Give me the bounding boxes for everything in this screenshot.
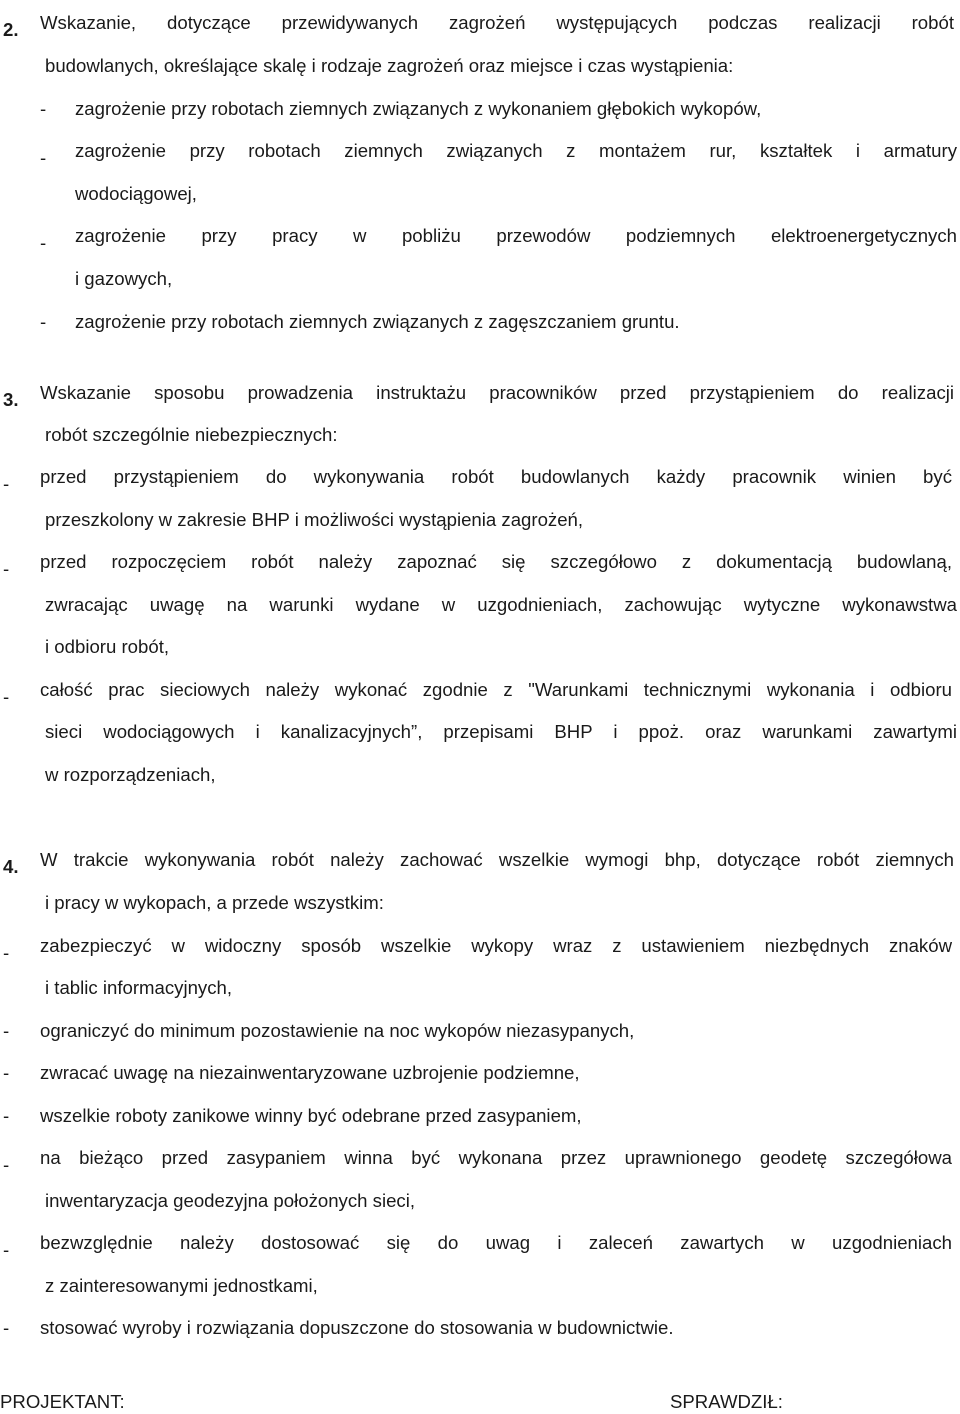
list-item-text: wszelkie roboty zanikowe winny być odebrane przed zasypaniem, [40,1105,582,1126]
list-item-line [0,549,952,579]
list-item-text: zagrożenie przy robotach ziemnych związanych z wykonaniem głębokich wykopów, [75,98,762,119]
bullet-dash: - [3,1239,10,1260]
list-item-text: inwentaryzacja geodezyjna położonych sieci, [45,1190,416,1211]
bullet-dash: - [3,942,10,963]
list-item-text: ograniczyć do minimum pozostawienie na noc wykopów niezasypanych, [40,1020,635,1041]
bullet-dash: - [3,686,10,707]
list-item-text: wodociągowej, [75,183,197,204]
list-item-line [0,762,216,788]
list-item-line [0,1230,952,1260]
bullet-dash: - [3,558,10,579]
list-item-line [0,309,680,335]
list-item-text: i gazowych, [75,268,173,289]
list-item-line [0,464,952,494]
list-item-line [0,975,232,1001]
list-item-text: zagrożenie przy robotach ziemnych związanych z montażem rur, kształtek i armatury [75,140,957,161]
list-item-line [0,719,957,745]
section-3-heading-line [0,422,338,448]
bullet-dash: - [40,98,47,119]
section-number: 3. [3,389,19,410]
list-item-line [0,266,172,292]
bullet-dash: - [3,1020,10,1041]
list-item-line [0,592,957,618]
list-item-text: bezwzględnie należy dostosować się do uwag i zaleceń zawartych w uzgodnieniach [40,1232,952,1253]
list-item-text: w rozporządzeniach, [45,764,216,785]
heading-text: Wskazanie sposobu prowadzenia instruktażu pracowników przed przystąpieniem do realizacji [40,382,954,403]
bullet-dash: - [3,1062,10,1083]
list-item-text: z zainteresowanymi jednostkami, [45,1275,318,1296]
bullet-dash: - [3,473,10,494]
bullet-dash: - [40,147,47,168]
list-item-text: całość prac sieciowych należy wykonać zgodnie z "Warunkami technicznymi wykonania i odbioru [40,679,952,700]
heading-text: Wskazanie, dotyczące przewidywanych zagrożeń występujących podczas realizacji robót [40,12,954,33]
list-item-text: zwracając uwagę na warunki wydane w uzgodnieniach, zachowując wytyczne wykonawstwa [45,594,957,615]
list-item-line [0,1273,318,1299]
checker-signature-label: SPRAWDZIŁ: [670,1391,783,1412]
section-3-heading-line [0,380,954,410]
list-item-line [0,1060,580,1086]
list-item-line [0,1145,952,1175]
list-item-text: stosować wyroby i rozwiązania dopuszczone do stosowania w budownictwie. [40,1317,674,1338]
list-item-text: zwracać uwagę na niezainwentaryzowane uzbrojenie podziemne, [40,1062,580,1083]
bullet-dash: - [40,311,47,332]
section-number: 2. [3,19,19,40]
list-item-text: i tablic informacyjnych, [45,977,233,998]
section-4-heading-line [0,847,954,877]
heading-text: W trakcie wykonywania robót należy zachować wszelkie wymogi bhp, dotyczące robót ziemnych [40,849,954,870]
section-2-heading-line [0,10,954,40]
designer-signature-label: PROJEKTANT: [0,1391,125,1412]
list-item-line [0,677,952,707]
list-item-text: zagrożenie przy robotach ziemnych związanych z zagęszczaniem gruntu. [75,311,680,332]
list-item-text: sieci wodociągowych i kanalizacyjnych”, przepisami BHP i ppoż. oraz warunkami zawartymi [45,721,957,742]
list-item-line [0,96,761,122]
bullet-dash: - [3,1105,10,1126]
list-item-line [0,1188,415,1214]
list-item-line [0,933,952,963]
list-item-text: na bieżąco przed zasypaniem winna być wykonana przez uprawnionego geodetę szczegółowa [40,1147,952,1168]
list-item-text: przed przystąpieniem do wykonywania robót budowlanych każdy pracownik winien być [40,466,952,487]
list-item-line [0,634,169,660]
list-item-text: zabezpieczyć w widoczny sposób wszelkie wykopy wraz z ustawieniem niezbędnych znaków [40,935,952,956]
bullet-dash: - [40,232,47,253]
list-item-line [0,223,957,253]
list-item-line [0,181,197,207]
bullet-dash: - [3,1154,10,1175]
section-number: 4. [3,856,19,877]
bullet-dash: - [3,1317,10,1338]
list-item-line [0,507,583,533]
list-item-text: przed rozpoczęciem robót należy zapoznać się szczegółowo z dokumentacją budowlaną, [40,551,952,572]
list-item-line [0,1018,634,1044]
list-item-text: zagrożenie przy pracy w pobliżu przewodów podziemnych elektroenergetycznych [75,225,957,246]
heading-text: budowlanych, określające skalę i rodzaje zagrożeń oraz miejsce i czas wystąpienia: [45,55,734,76]
section-2-heading-line [0,53,733,79]
list-item-text: i odbioru robót, [45,636,170,657]
list-item-line [0,1315,674,1341]
list-item-line [0,138,957,168]
list-item-text: przeszkolony w zakresie BHP i możliwości wystąpienia zagrożeń, [45,509,584,530]
section-4-heading-line [0,890,384,916]
list-item-line [0,1103,582,1129]
heading-text: i pracy w wykopach, a przede wszystkim: [45,892,384,913]
heading-text: robót szczególnie niebezpiecznych: [45,424,338,445]
